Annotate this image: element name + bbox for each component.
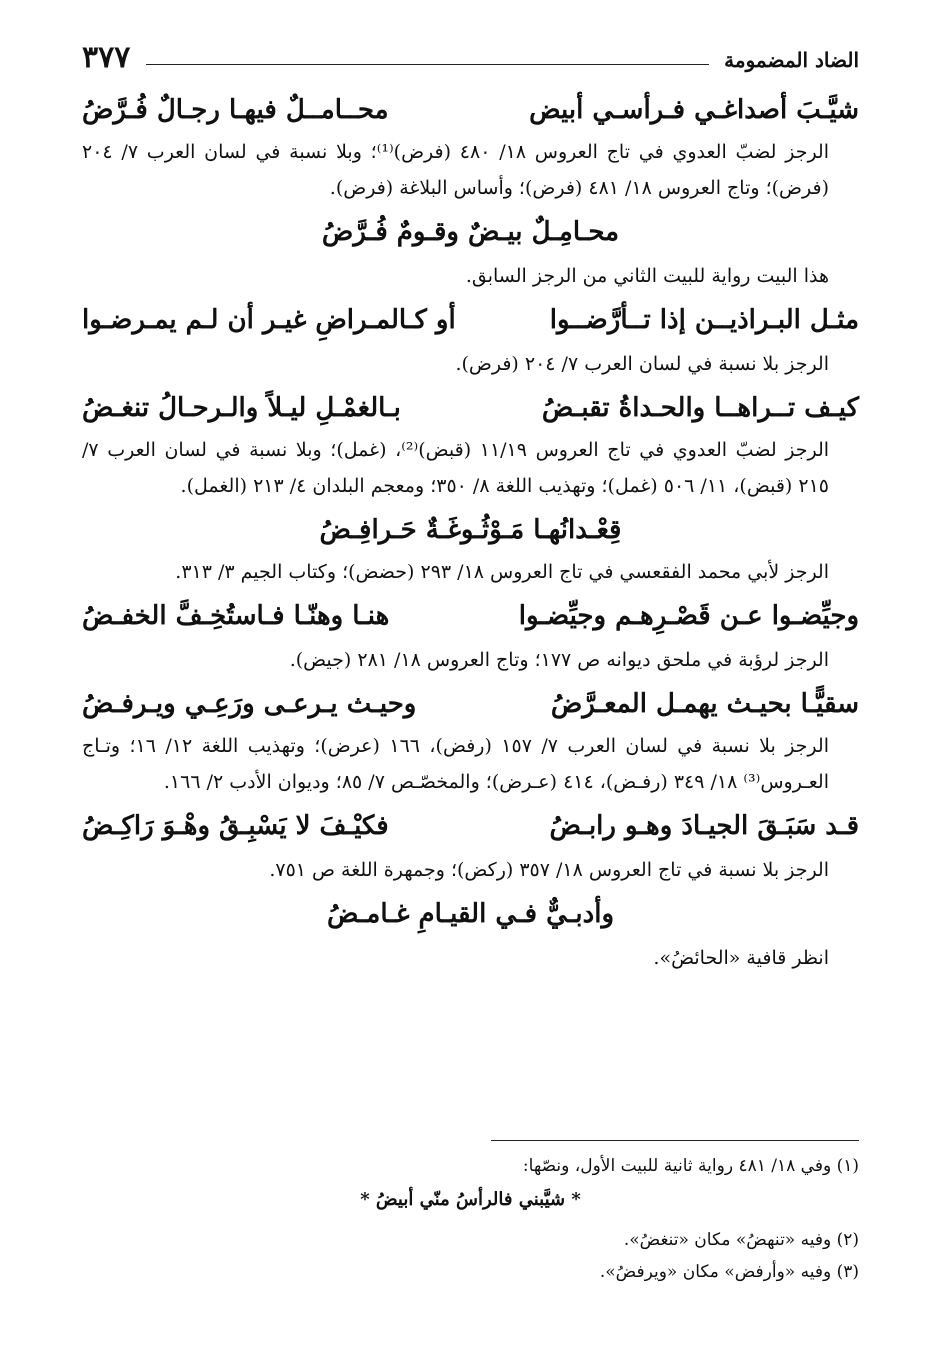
verse-note: هذا البيت رواية للبيت الثاني من الرجز السابق. bbox=[465, 265, 829, 287]
verse-first-hemistich: شيَّـبَ أصداغـي فـرأسـي أبيض bbox=[529, 95, 859, 125]
verse-note: الرجز لضبّ العدوي في تاج العروس ١٨/ ٤٨٠ (فرض)⁽¹⁾؛ وبلا نسبة في لسان العرب ٧/ ٢٠٤ (فرض)؛ وتاج العروس ١٨/ ٤٨١ (فرض)؛ وأساس البلاغة (فرض). bbox=[82, 141, 829, 199]
footnotes bbox=[82, 1150, 859, 1288]
verse bbox=[82, 596, 859, 636]
verse-note: الرجز لضبّ العدوي في تاج العروس ١١/١٩ (قبض)⁽²⁾، (غمل)؛ وبلا نسبة في لسان العرب ٧/ ٢١٥ (قبض)، ١١/ ٥٠٦ (غمل)؛ وتهذيب اللغة ٨/ ٣٥٠؛ ومعجم البلدان ٤/ ٢١٣ (الغمل). bbox=[82, 439, 830, 497]
verse-note: الرجز لأبي محمد الفقعسي في تاج العروس ١٨/ ٢٩٣ (حضض)؛ وكتاب الجيم ٣/ ٣١٣. bbox=[175, 561, 829, 583]
verse-first-hemistich: كيـف تــراهــا والحـداةُ تقبـضُ bbox=[541, 393, 859, 423]
footnote-quote: * شيَّبني فالرأسُ منّي أبيضُ * bbox=[360, 1189, 581, 1210]
verse-note: انظر قافية «الحائضُ». bbox=[653, 947, 829, 969]
footnote: (٢) وفيه «تنهضُ» مكان «تنغضُ». bbox=[623, 1230, 859, 1250]
verse-second-hemistich: فكيْـفَ لا يَسْبِـقُ وهْـوَ رَاكِـضُ bbox=[82, 811, 389, 841]
verse-single: وأدبـيٌّ فـي القيـامِ غـامـضُ bbox=[326, 899, 615, 929]
verse-note: الرجز بلا نسبة في تاج العروس ١٨/ ٣٥٧ (ركض)؛ وجمهرة اللغة ص ٧٥١. bbox=[269, 859, 829, 881]
verse-note: الرجز بلا نسبة في لسان العرب ٧/ ٢٠٤ (فرض). bbox=[455, 353, 829, 375]
verse-first-hemistich: مثـل البـراذيــن إذا تــأرَّضــوا bbox=[549, 305, 859, 335]
header-rule bbox=[146, 64, 709, 65]
verse bbox=[82, 684, 859, 724]
verse bbox=[82, 90, 859, 130]
page-header bbox=[82, 40, 859, 80]
verse-second-hemistich: بـالغمْـلِ ليـلاً والـرحـالُ تنغـضُ bbox=[82, 393, 401, 423]
verse-note: الرجز بلا نسبة في لسان العرب ٧/ ١٥٧ (رفض)، ١٦٦ (عرض)؛ وتهذيب اللغة ١٢/ ١٦؛ وتـاج العـروس⁽³⁾ ١٨/ ٣٤٩ (رفـض)، ٤١٤ (عـرض)؛ والمخصّـص ٧/ ٨٥؛ وديوان الأدب ٢/ ١٦٦. bbox=[82, 735, 829, 793]
footnote-rule bbox=[491, 1140, 859, 1141]
verse-single: محـامِـلٌ بيـضٌ وقـومٌ فُـرَّضُ bbox=[321, 217, 620, 247]
verse-first-hemistich: سقيًّـا بحيـث يهمـل المعـرَّضُ bbox=[550, 689, 859, 719]
verse bbox=[82, 388, 859, 428]
verse-single: قِعْـدانُهـا مَـوْثُـوغَـةٌ حَـرافِـضُ bbox=[319, 515, 622, 545]
verse-first-hemistich: وجيِّضـوا عـن قَصْـرِهـم وجيِّضـوا bbox=[518, 601, 859, 631]
footnote: (١) وفي ١٨/ ٤٨١ رواية ثانية للبيت الأول، ونصّها: bbox=[522, 1156, 859, 1176]
verse-second-hemistich: هنـا وهنّـا فـاستُخِـفَّ الخفـضُ bbox=[82, 601, 390, 631]
verse bbox=[82, 806, 859, 846]
running-title: الضاد المضمومة bbox=[724, 48, 859, 72]
page-body bbox=[82, 90, 859, 982]
footnote: (٣) وفيه «وأرفض» مكان «ويرفضُ». bbox=[599, 1262, 859, 1282]
verse-first-hemistich: قـد سَبَـقَ الجيـادَ وهـو رابـضُ bbox=[549, 811, 859, 841]
page-number: ٣٧٧ bbox=[82, 40, 131, 75]
verse-note: الرجز لرؤبة في ملحق ديوانه ص ١٧٧؛ وتاج العروس ١٨/ ٢٨١ (جيض). bbox=[289, 649, 829, 671]
verse-second-hemistich: وحيـث يـرعـى ورَعِـي ويـرفـضُ bbox=[82, 689, 417, 719]
verse-second-hemistich: أو كـالمـراضِ غيـر أن لـم يمـرضـوا bbox=[82, 305, 456, 335]
verse-second-hemistich: محــامــلٌ فيهـا رجـالٌ فُـرَّضُ bbox=[82, 95, 389, 125]
verse bbox=[82, 300, 859, 340]
